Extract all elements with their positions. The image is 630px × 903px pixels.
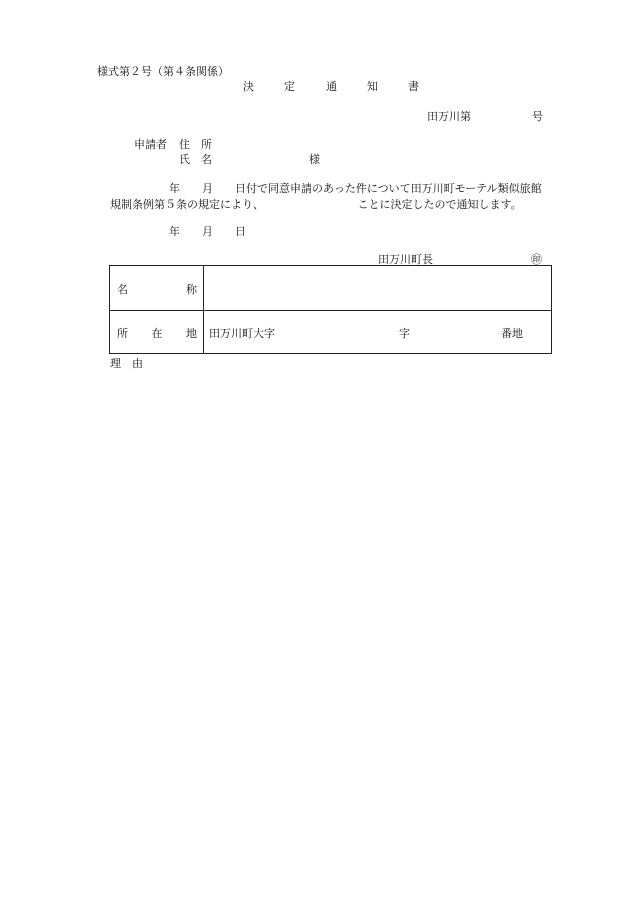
reason-label: 理 由 [110,357,143,370]
facility-location-town: 田万川町大字 [209,327,275,340]
facility-location-label-char: 所 [117,327,128,340]
applicant-label: 申請者 [134,138,167,151]
facility-name-label-char: 称 [186,283,197,296]
title-char-2: 定 [284,80,295,93]
issuer-mayor: 田万川町長 [378,253,433,266]
facility-location-banchi: 番地 [501,327,523,340]
facility-location-label [117,328,197,339]
title-char-3: 通 [326,80,337,93]
facility-name-label-char: 名 [117,283,128,296]
facility-location-label-char: 地 [186,327,197,340]
title-char-1: 決 [243,80,254,93]
issue-date: 年 月 日 [169,225,246,238]
facility-name-label [117,284,197,295]
form-number-label: 様式第２号（第４条関係） [97,65,229,78]
document-number-prefix: 田万川第 [427,110,471,123]
facility-location-label-char: 在 [151,327,163,340]
body-text-line-2: 規制条例第５条の規定により、 ことに決定したので通知します。 [110,198,522,211]
honorific: 様 [309,153,320,166]
table-row-divider [110,310,551,311]
name-label: 氏 名 [179,153,212,166]
document-number-suffix: 号 [532,110,543,123]
title-char-5: 書 [408,80,419,93]
seal-mark: ㊞ [531,253,542,266]
title-char-4: 知 [367,80,378,93]
facility-table [109,265,552,354]
body-text-line-1: 年 月 日付で同意申請のあった件について田万川町モーテル類似旅館 [169,182,542,195]
facility-location-aza: 字 [399,327,410,340]
address-label: 住 所 [179,138,212,151]
